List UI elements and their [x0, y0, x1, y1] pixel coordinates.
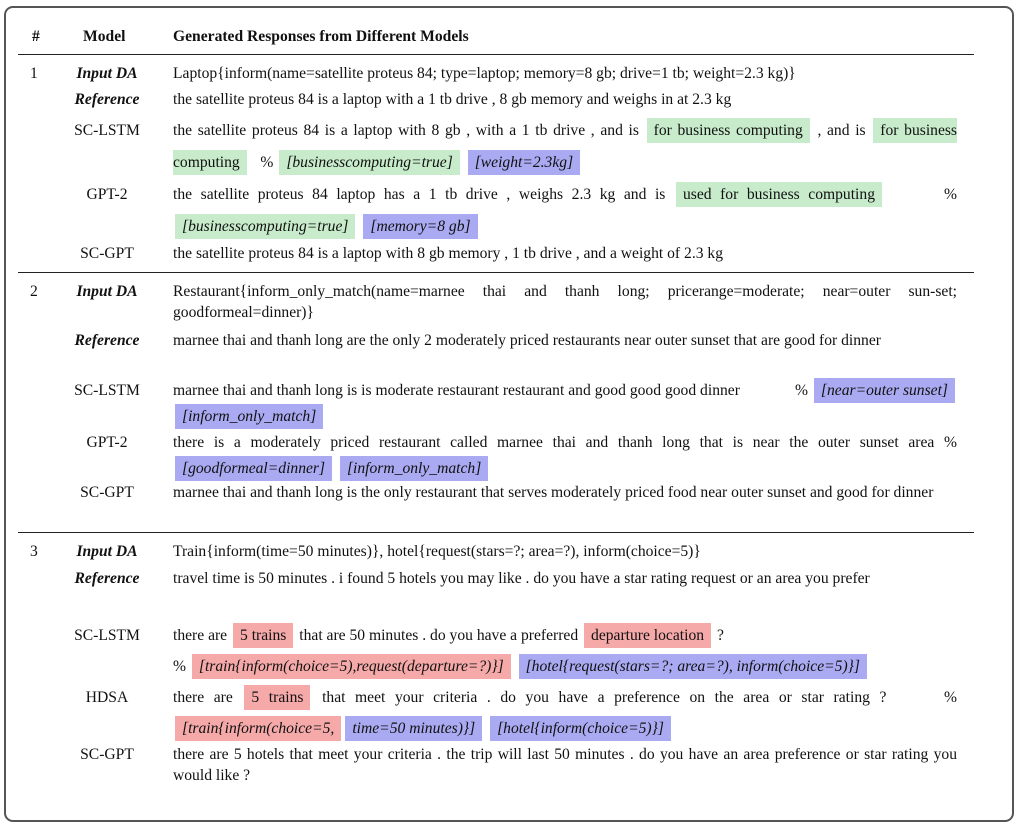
row-sc-lstm	[18, 620, 974, 682]
missing-slot-tag: [goodformeal=dinner]	[175, 456, 332, 481]
response-text: there are 5 hotels that meet your criteria . the trip will last 50 minutes . do you have an area preference or star rating you would like ?	[173, 746, 957, 784]
row-reference	[18, 330, 974, 378]
table-header	[18, 8, 974, 55]
row-reference	[18, 89, 974, 115]
example-number: 1	[30, 65, 38, 82]
row-reference	[18, 568, 974, 620]
header-responses: Generated Responses from Different Models	[173, 28, 469, 45]
model-label: GPT-2	[86, 186, 128, 203]
slot-error-marker: %	[944, 186, 958, 203]
response-segment: there are	[173, 689, 233, 706]
row-sc-gpt	[18, 744, 974, 788]
response-text	[173, 430, 957, 482]
input-da-text: Restaurant{inform_only_match(name=marnee thai and thanh long; pricerange=moderate; near=outer sun-set; goodformeal=dinner)}	[173, 283, 957, 321]
missing-slot-tag: [memory=8 gb]	[363, 214, 477, 239]
reference-text: marnee thai and thanh long are the only 2 moderately priced restaurants near outer sunset that are good for dinner	[173, 332, 881, 349]
model-label: SC-GPT	[80, 746, 134, 763]
response-segment: , and is	[817, 122, 866, 139]
highlight-red: 5 trains	[233, 623, 293, 648]
response-segment: that meet your criteria . do you have a preference on the area or star rating ?	[322, 689, 887, 706]
response-text	[173, 378, 957, 430]
example-number: 3	[30, 543, 38, 560]
input-da-text: Laptop{inform(name=satellite proteus 84; type=laptop; memory=8 gb; drive=1 tb; weight=2.3 kg)}	[173, 65, 796, 82]
response-segment: marnee thai and thanh long is is moderate restaurant restaurant and good good good dinner	[173, 382, 740, 399]
response-text	[173, 620, 957, 682]
response-segment: there is a moderately priced restaurant called marnee thai and thanh long that is near the outer sunset area	[173, 434, 935, 451]
model-label: Input DA	[76, 543, 138, 560]
missing-slot-tag: [near=outer sunset]	[814, 378, 955, 403]
model-label: GPT-2	[86, 434, 128, 451]
reference-text: travel time is 50 minutes . i found 5 hotels you may like . do you have a star rating request or an area you prefer	[173, 570, 870, 587]
highlight-green: for business computing	[173, 118, 957, 175]
model-label: SC-GPT	[80, 245, 134, 262]
example-section-1	[18, 55, 974, 273]
highlight-red: 5 trains	[244, 685, 310, 710]
response-text: marnee thai and thanh long is the only restaurant that serves moderately priced food near outer sunset and good for dinner	[173, 484, 934, 501]
missing-slot-tag: [businesscomputing=true]	[279, 150, 459, 175]
row-gpt-2	[18, 430, 974, 482]
model-label: Input DA	[76, 65, 138, 82]
model-label: Input DA	[76, 283, 138, 300]
missing-slot-tag: time=50 minutes)}]	[345, 716, 482, 741]
missing-slot-tag: [train{inform(choice=5,	[175, 716, 341, 741]
missing-slot-tag: [businesscomputing=true]	[175, 214, 355, 239]
slot-error-marker: %	[260, 154, 274, 171]
response-segment: there are	[173, 627, 228, 644]
response-segment: the satellite proteus 84 laptop has a 1 tb drive , weighs 2.3 kg and is	[173, 186, 666, 203]
model-label: Reference	[74, 91, 140, 108]
highlight-green: used for business computing	[676, 182, 882, 207]
slot-error-marker: %	[944, 434, 957, 451]
response-segment: the satellite proteus 84 is a laptop with 8 gb , with a 1 tb drive , and is	[173, 122, 639, 139]
comparison-table	[18, 8, 974, 788]
missing-slot-tag: [hotel{request(stars=?; area=?), inform(choice=5)}]	[519, 654, 867, 679]
response-segment: ?	[716, 627, 724, 644]
header-model: Model	[83, 28, 126, 45]
model-label: Reference	[74, 332, 140, 349]
reference-text: the satellite proteus 84 is a laptop with a 1 tb drive , 8 gb memory and weighs in at 2.3 kg	[173, 91, 732, 108]
missing-slot-tag: [hotel{inform(choice=5)}]	[490, 716, 671, 741]
row-sc-gpt	[18, 243, 974, 269]
slot-error-marker: %	[173, 658, 186, 675]
row-input-da	[18, 63, 974, 89]
response-text: the satellite proteus 84 is a laptop with 8 gb memory , 1 tb drive , and a weight of 2.3 kg	[173, 245, 724, 262]
header-num: #	[32, 28, 40, 45]
row-sc-gpt	[18, 482, 974, 526]
input-da-text: Train{inform(time=50 minutes)}, hotel{request(stars=?; area=?), inform(choice=5)}	[173, 543, 701, 560]
response-text	[173, 115, 957, 179]
missing-slot-tag: [weight=2.3kg]	[468, 150, 580, 175]
model-label: SC-GPT	[80, 484, 134, 501]
missing-slot-tag: [inform_only_match]	[340, 456, 488, 481]
example-number: 2	[30, 283, 38, 300]
example-section-2	[18, 273, 974, 533]
model-label: HDSA	[85, 689, 129, 706]
model-label: SC-LSTM	[74, 627, 140, 644]
response-segment: that are 50 minutes . do you have a preferred	[299, 627, 579, 644]
slot-error-marker: %	[794, 382, 808, 399]
missing-slot-tag: [train{inform(choice=5),request(departure=?)}]	[192, 654, 511, 679]
model-label: SC-LSTM	[74, 382, 140, 399]
highlight-red: departure location	[584, 623, 711, 648]
missing-slot-tag: [inform_only_match]	[175, 404, 323, 429]
model-label: Reference	[74, 570, 140, 587]
response-text	[173, 682, 957, 744]
highlight-green: for business computing	[647, 118, 810, 143]
row-gpt-2	[18, 179, 974, 243]
row-input-da	[18, 281, 974, 330]
row-input-da	[18, 541, 974, 568]
row-sc-lstm	[18, 378, 974, 430]
row-sc-lstm	[18, 115, 974, 179]
slot-error-marker: %	[944, 689, 958, 706]
response-text	[173, 179, 957, 243]
example-section-3	[18, 533, 974, 788]
row-hdsa	[18, 682, 974, 744]
table-frame	[4, 6, 1014, 822]
model-label: SC-LSTM	[74, 122, 140, 139]
